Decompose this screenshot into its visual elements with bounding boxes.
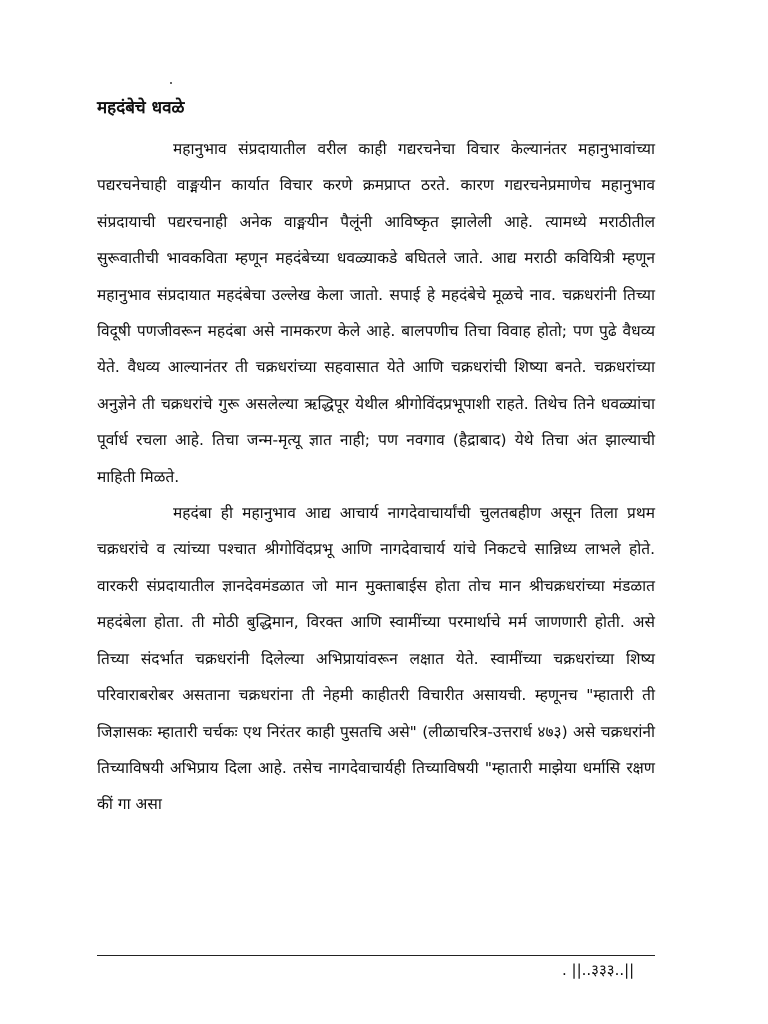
footer-rule [97,955,655,956]
page-number: . ||..३३३..|| [562,961,635,979]
section-heading: महदंबेचे धवळे [97,98,185,118]
paragraph-1: महानुभाव संप्रदायातील वरील काही गद्यरचनेचा विचार केल्यानंतर महानुभावांच्या पद्यरचनेचाही वाङ्मयीन कार्यात विचार करणे क्रमप्राप्त ठरते. कारण गद्यरचनेप्रमाणेच महानुभाव संप्रदायाची पद्यरचनाही अनेक वाङ्मयीन पैलूंनी आविष्कृत झालेली आहे. त्यामध्ये मराठीतील सुरूवातीची भावकविता म्हणून महदंबेच्या धवळ्याकडे बघितले जाते. आद्य मराठी कवियित्री म्हणून महानुभाव संप्रदायात महदंबेचा उल्लेख केला जातो. सपाई हे महदंबेचे मूळचे नाव. चक्रधरांनी तिच्या विदूषी पणजीवरून महदंबा असे नामकरण केले आहे. बालपणीच तिचा विवाह होतो; पण पुढे वैधव्य येते. वैधव्य आल्यानंतर ती चक्रधरांच्या सहवासात येते आणि चक्रधरांची शिष्या बनते. चक्रधरांच्या अनुज्ञेने ती चक्रधरांचे गुरू असलेल्या ऋद्धिपूर येथील श्रीगोविंदप्रभूपाशी राहते. तिथेच तिने धवळ्यांचा पूर्वार्ध रचला आहे. तिचा जन्म-मृत्यू ज्ञात नाही; पण नवगाव (हैद्राबाद) येथे तिचा अंत झाल्याची माहिती मिळते. [97,140,655,486]
paragraph-2: महदंबा ही महानुभाव आद्य आचार्य नागदेवाचार्यांची चुलतबहीण असून तिला प्रथम चक्रधरांचे व त्यांच्या पश्चात श्रीगोविंदप्रभू आणि नागदेवाचार्य यांचे निकटचे सान्निध्य लाभले होते. वारकरी संप्रदायातील ज्ञानदेवमंडळात जो मान मुक्ताबाईस होता तोच मान श्रीचक्रधरांच्या मंडळात महदंबेला होता. ती मोठी बुद्धिमान, विरक्त आणि स्वामींच्या परमार्थाचे मर्म जाणणारी होती. असे तिच्या संदर्भात चक्रधरांनी दिलेल्या अभिप्रायांवरून लक्षात येते. स्वामींच्या चक्रधरांच्या शिष्य परिवाराबरोबर असताना चक्रधरांना ती नेहमी काहीतरी विचारीत असायची. म्हणूनच "म्हातारी ती जिज्ञासकः म्हातारी चर्चकः एथ निरंतर काही पुसतचि असे" (लीळाचरित्र-उत्तरार्ध ४७३) असे चक्रधरांनी तिच्याविषयी अभिप्राय दिला आहे. तसेच नागदेवाचार्यही तिच्याविषयी "म्हातारी माझेया धर्मासि रक्षण कीं गा असा [97,504,655,814]
scan-speck [170,82,172,84]
body-text [97,131,655,823]
